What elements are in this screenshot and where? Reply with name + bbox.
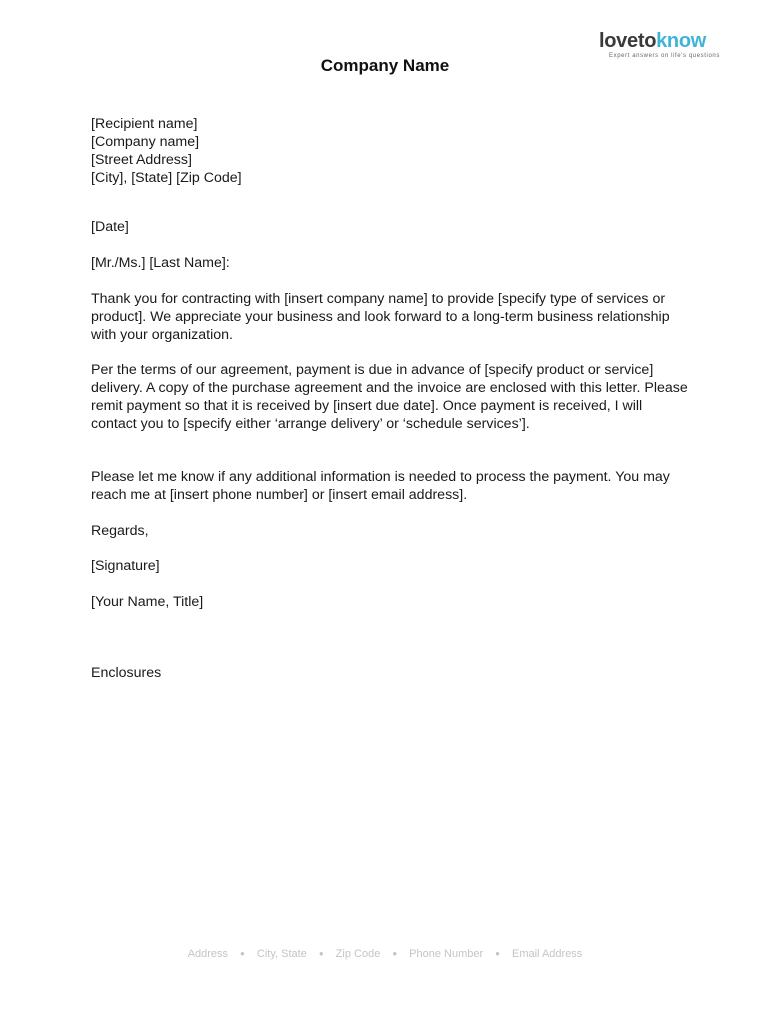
footer-separator-dot: ●: [495, 949, 500, 958]
logo-word-love: love: [599, 30, 638, 52]
letter-paragraph-3: Please let me know if any additional information is needed to process the payment. You may reach me at [insert phone number] or [insert email address].: [91, 469, 670, 504]
logo-word-to: to: [637, 30, 657, 52]
letter-closing: Regards,: [91, 523, 149, 540]
letter-footer: [0, 948, 770, 960]
footer-email-address: Email Address: [512, 948, 583, 960]
letter-signature-placeholder: [Signature]: [91, 558, 160, 575]
letter-name-title: [Your Name, Title]: [91, 594, 204, 611]
footer-address: Address: [187, 948, 229, 960]
address-street: [Street Address]: [91, 152, 192, 168]
address-city-state-zip: [City], [State] [Zip Code]: [91, 170, 242, 186]
footer-zip-code: Zip Code: [335, 948, 381, 960]
footer-separator-dot: ●: [392, 949, 398, 958]
footer-separator-dot: ●: [318, 949, 324, 958]
address-company-name: [Company name]: [91, 134, 200, 150]
logo-tagline: Expert answers on life's questions: [609, 53, 720, 59]
company-name-heading: Company Name: [320, 56, 450, 75]
letter-date: [Date]: [91, 219, 129, 236]
logo-wordmark: [599, 30, 719, 52]
footer-separator-dot: ●: [240, 949, 245, 958]
footer-city-state: City, State: [256, 948, 307, 960]
footer-phone-number: Phone Number: [409, 948, 484, 960]
letter-paragraph-2: Per the terms of our agreement, payment is due in advance of [specify product or service] delivery. A copy of the purchase agreement and the invoice are enclosed with this letter. Please remit payment so that it is received by [insert due date]. Once payment is received, I will contact you to [specify either ‘arrange delivery’ or ‘schedule services’].: [91, 362, 688, 433]
letter-enclosures: Enclosures: [91, 665, 162, 682]
logo-word-know: know: [656, 30, 707, 52]
address-recipient-name: [Recipient name]: [91, 116, 198, 132]
recipient-address-block: [91, 115, 691, 187]
letter-paragraph-1: Thank you for contracting with [insert company name] to provide [specify type of services or product]. We appreciate your business and look forward to a long-term business relationship with your organization.: [91, 291, 670, 344]
letter-salutation: [Mr./Ms.] [Last Name]:: [91, 255, 230, 272]
